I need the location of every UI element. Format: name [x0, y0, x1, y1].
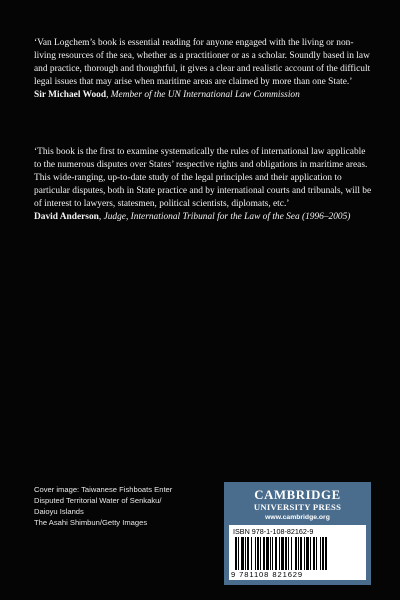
review-quote-2: [34, 146, 374, 224]
barcode-image: [235, 537, 361, 570]
barcode-digits: 9 781108 821629: [231, 570, 304, 579]
review-quote-1-attribution: Sir Michael Wood, Member of the UN International Law Commission: [34, 90, 300, 100]
review-quote-2-text: ‘This book is the first to examine systematically the rules of international law applicable to the numerous disputes over States’ respective rights and obligations in maritime areas. This wide-ranging, up-to-date study of the legal principles and their application to particular disputes, both in State practice and by international courts and tribunals, will be of interest to lawyers, statesmen, political scientists, diplomats, etc.’: [34, 147, 372, 209]
cover-image-credit: [34, 484, 204, 528]
isbn-barcode-box: [229, 525, 366, 580]
publisher-url: www.cambridge.org: [265, 514, 330, 521]
credit-line-4: The Asahi Shimbun/Getty Images: [34, 518, 148, 527]
reviewer-role-2: Judge, International Tribunal for the Law of the Sea (1996–2005): [103, 212, 351, 222]
isbn-label: ISBN 978-1-108-82162-9: [233, 527, 314, 536]
reviewer-name-2: David Anderson: [34, 212, 99, 222]
publisher-block: [224, 482, 371, 585]
review-quote-1: [34, 37, 374, 102]
reviewer-name-1: Sir Michael Wood: [34, 90, 107, 100]
credit-line-2: Disputed Territorial Water of Senkaku/: [34, 496, 162, 505]
credit-line-1: Cover image: Taiwanese Fishboats Enter: [34, 485, 173, 494]
review-quote-1-text: ‘Van Logchem’s book is essential reading for anyone engaged with the living or non-living resources of the sea, whether as a practitioner or as a scholar. Soundly based in law and practice, thorough and thoughtful, it gives a clear and realistic account of the difficult legal issues that may arise when maritime areas are claimed by more than one State.’: [34, 38, 371, 87]
review-quote-2-attribution: David Anderson, Judge, International Tribunal for the Law of the Sea (1996–2005): [34, 212, 351, 222]
publisher-logo-name: CAMBRIDGE: [254, 488, 341, 502]
credit-line-3: Daioyu Islands: [34, 507, 84, 516]
reviewer-role-1: Member of the UN International Law Commission: [110, 90, 300, 100]
publisher-logo-subtitle: UNIVERSITY PRESS: [253, 502, 342, 512]
